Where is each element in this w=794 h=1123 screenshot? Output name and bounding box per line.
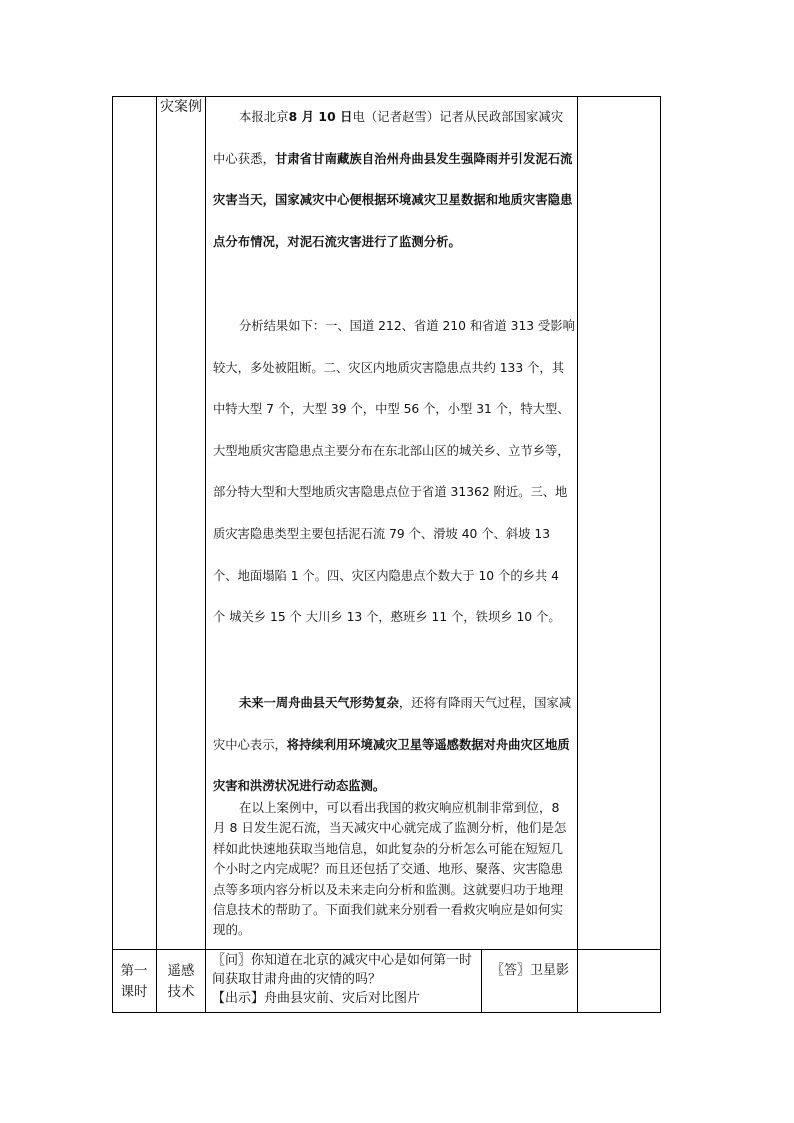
topic-label: 遥感技术 (167, 963, 195, 1000)
text-run: 本报北京 (239, 110, 289, 124)
text-run: 电（记者赵雪）记者从民政部国家减灾中心获悉， (213, 110, 564, 166)
show-text: 【出示】舟曲县灾前、灾后对比图片 (212, 991, 421, 1006)
grid-line (577, 96, 578, 1013)
text-run: 将持续利用环境减灾卫星等遥感数据对舟曲灾区地质灾害和洪涝状况进行动态监测。 (213, 737, 570, 793)
case-paragraph-2: 分析结果如下：一、国道 212、省道 210 和省道 313 受影响较大，多处被阻断。二、灾区内地质灾害隐患点共约 133 个，其中特大型 7 个，大型 39 个，中型 56 个，小型 31 个，特大型、大型地质灾害隐患点主要分布在东北部山区的城关乡、立节乡等，部分特大型和大型地质灾害隐患点位于省道 31362 附近。三、地质灾害隐患类型主要包括泥石流 79 个、滑坡 40 个、斜坡 13 个、地面塌陷 1 个。四、灾区内隐患点个数大于 10 个的乡共 4 个 城关乡 15 个 大川乡 13 个，憨班乡 11 个，铁坝乡 10 个。 (213, 319, 575, 625)
lesson-label: 第一课时 (120, 963, 148, 1000)
grid-line (112, 949, 661, 950)
text-run: ，还将有降雨天气过程，国家减灾中心表示， (213, 696, 572, 752)
case-paragraph-4: 在以上案例中，可以看出我国的救灾响应机制非常到位，8 月 8 日发生泥石流，当天减灾中心就完成了监测分析，他们是怎样如此快速地获取当地信息，如此复杂的分析怎么可能在短短几个小时之内完成呢？而且还包括了交通、地形、聚落、灾害隐患点等多项内容分析以及未来走向分析和监测。这就要归功于地理信息技术的帮助了。下面我们就来分别看一看救灾响应是如何实现的。 (213, 800, 567, 938)
category-label: 灾案例 (160, 99, 202, 115)
text-run: 未来一周舟曲县天气形势复杂 (239, 696, 399, 710)
text-run: 8 月 10 日 (288, 110, 353, 124)
grid-line (481, 949, 482, 1013)
answer-cell: 〖答〗卫星影 (491, 963, 570, 978)
question-cell (212, 951, 478, 1008)
case-paragraph-3 (213, 683, 575, 808)
grid-line (156, 96, 157, 1013)
question-text: 〖问〗你知道在北京的减灾中心是如何第一时间获取甘肃舟曲的灾情的吗？ (212, 953, 473, 987)
grid-line (205, 96, 206, 1013)
case-paragraph-1 (213, 97, 575, 263)
text-run: 甘肃省甘南藏族自治州舟曲县发生强降雨并引发泥石流灾害当天，国家减灾中心便根据环境减灾卫星数据和地质灾害隐患点分布情况，对泥石流灾害进行了监测分析。 (213, 151, 573, 249)
